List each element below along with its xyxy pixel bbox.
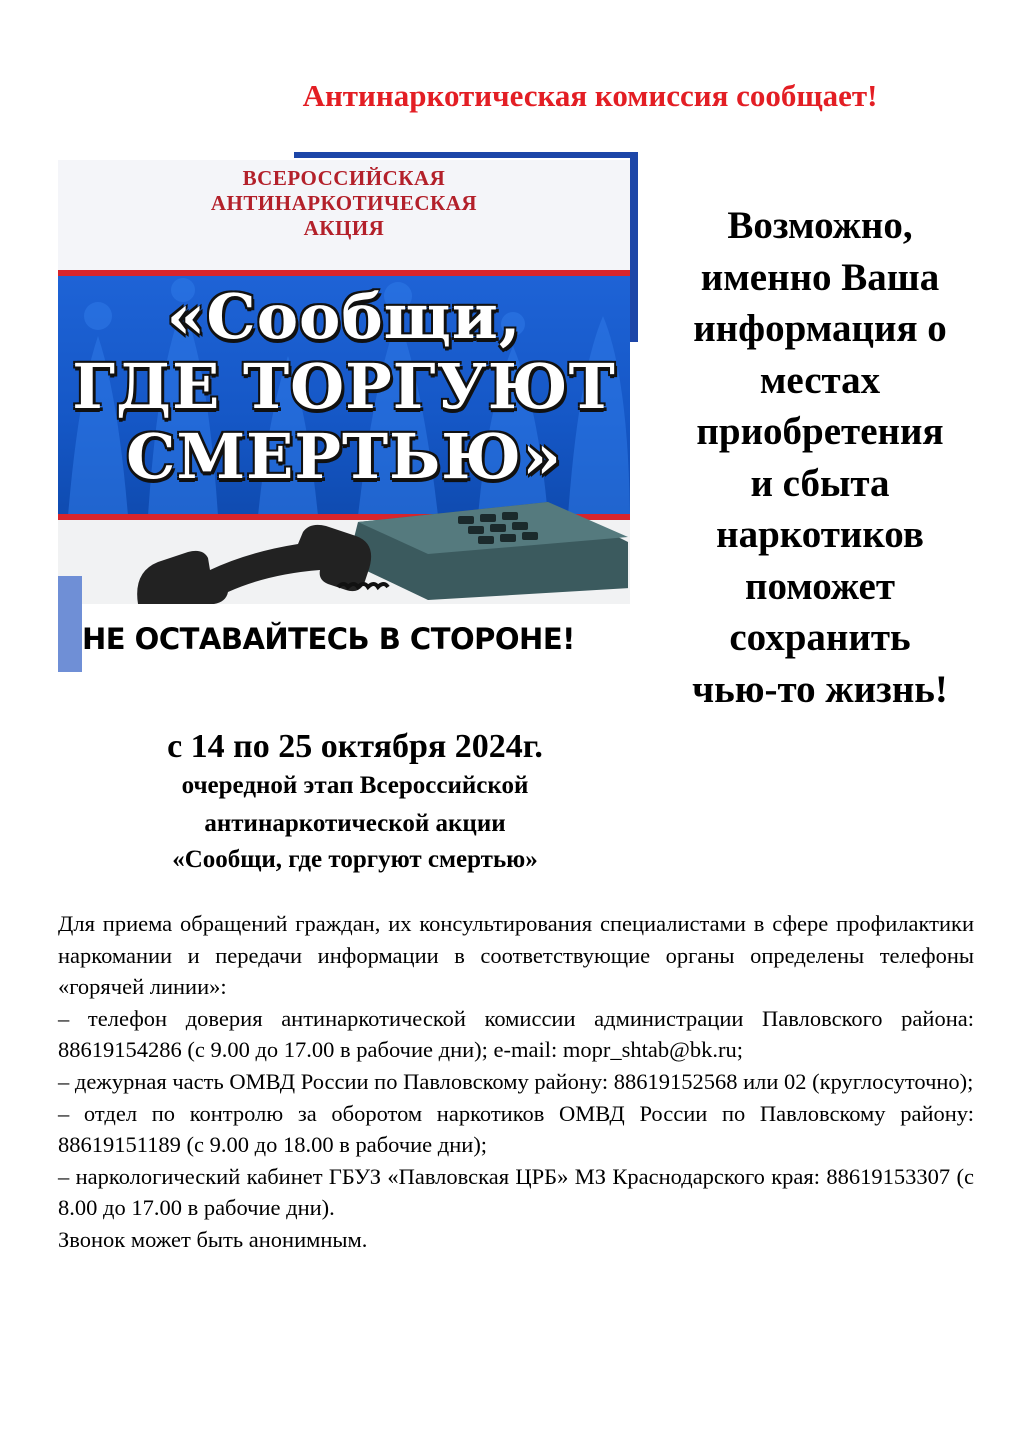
side-message-line: чью-то жизнь! xyxy=(692,667,948,711)
page-title: Антинаркотическая комиссия сообщает! xyxy=(302,78,878,113)
action-period: с 14 по 25 октября 2024г. xyxy=(167,728,543,765)
poster-campaign-label xyxy=(58,166,630,241)
body-paragraph: – дежурная часть ОМВД России по Павловскому району: 88619152568 или 02 (круглосуточно); xyxy=(58,1068,974,1094)
poster-top-line: ВСЕРОССИЙСКАЯ xyxy=(242,166,446,190)
poster-footer-text: НЕ ОСТАВАЙТЕСЬ В СТОРОНЕ! xyxy=(82,622,575,656)
side-message-line: поможет xyxy=(744,564,896,608)
action-description-line: очередной этап Всероссийской xyxy=(181,772,529,799)
action-description-line: антинаркотической акции xyxy=(204,810,506,837)
body-paragraph: – телефон доверия антинаркотической комиссии администрации Павловского района: 88619154286 (с 9.00 до 17.00 в рабочие дни); e-mail: mopr_shtab@bk.ru; xyxy=(58,1005,974,1063)
poster-frame-right xyxy=(630,152,638,342)
hotline-info xyxy=(58,908,974,1256)
side-message-line: сохранить xyxy=(729,616,911,659)
side-message-line: наркотиков xyxy=(716,513,924,556)
poster-top-line: АНТИНАРКОТИЧЕСКАЯ xyxy=(210,191,478,215)
body-paragraph: Звонок может быть анонимным. xyxy=(58,1226,368,1252)
poster-frame-top xyxy=(294,152,638,158)
body-paragraph: Для приема обращений граждан, их консультирования специалистами в сфере профилактики наркомании и передачи информации в соответствующие органы определены телефоны «горячей линии»: xyxy=(58,911,974,1000)
side-message-line: приобретения xyxy=(696,410,944,453)
telephone-icon xyxy=(128,492,628,604)
poster-left-accent xyxy=(58,576,82,672)
body-paragraph: – отдел по контролю за оборотом наркотиков ОМВД России по Павловскому району: 88619151189 (с 9.00 до 18.00 в рабочие дни); xyxy=(58,1100,974,1158)
side-message-line: Возможно, xyxy=(727,204,913,247)
poster-top-line: АКЦИЯ xyxy=(303,216,385,240)
side-message-line: именно Ваша xyxy=(700,255,940,299)
poster-slogan-line: СМЕРТЬЮ» xyxy=(126,420,562,493)
action-description-line: «Сообщи, где торгуют смертью» xyxy=(172,846,538,873)
poster-slogan xyxy=(58,282,630,492)
side-message xyxy=(660,200,980,715)
side-message-line: информация о xyxy=(693,307,947,350)
body-paragraph: – наркологический кабинет ГБУЗ «Павловская ЦРБ» МЗ Краснодарского края: 88619153307 (с 8.00 до 17.00 в рабочие дни). xyxy=(58,1163,974,1221)
campaign-poster xyxy=(58,152,638,674)
poster-slogan-line: ГДЕ ТОРГУЮТ xyxy=(72,350,616,423)
side-message-line: местах xyxy=(759,358,881,402)
side-message-line: и сбыта xyxy=(750,461,890,505)
poster-slogan-line: «Сообщи, xyxy=(166,280,522,353)
